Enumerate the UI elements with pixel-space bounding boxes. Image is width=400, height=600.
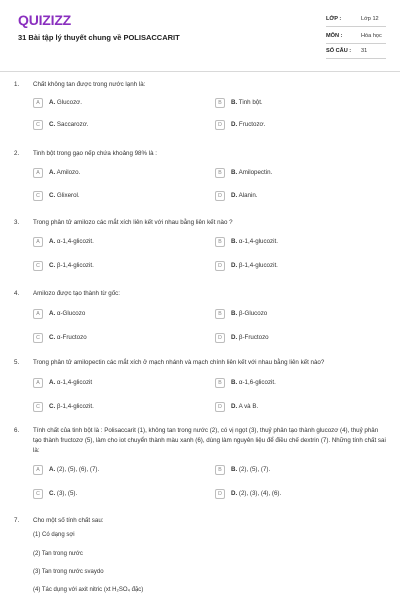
- option-checkbox[interactable]: C: [33, 191, 43, 201]
- answer-option[interactable]: [215, 333, 391, 346]
- answer-option[interactable]: [215, 191, 391, 204]
- option-letter: D.: [231, 262, 238, 269]
- answer-option[interactable]: [33, 191, 209, 204]
- option-text: [231, 169, 272, 176]
- option-checkbox[interactable]: B: [215, 465, 225, 475]
- option-letter: D.: [231, 334, 238, 341]
- answer-option[interactable]: [215, 309, 391, 322]
- answer-option[interactable]: [33, 402, 209, 415]
- quizizz-logo: QUIZIZZ: [18, 12, 72, 28]
- option-checkbox[interactable]: A: [33, 465, 43, 475]
- option-text: [49, 99, 82, 106]
- option-label: β-Glucozo: [238, 310, 268, 317]
- answer-option[interactable]: [33, 489, 209, 502]
- question-text: Tính chất của tinh bột là : Polisaccarit (1), không tan trong nước (2), có vị ngọt (3), thuỷ phân tạo thành glucozơ (4), thuỷ phân tạo thành fructozơ (5), làm cho iot chuyển thành màu xanh (6), dùng làm nguyên liệu để điều chế dextrin (7). Những tính chất sai là:: [33, 427, 386, 454]
- option-label: β-Fructozo: [238, 334, 269, 341]
- question-text: Tinh bột trong gạo nếp chứa khoảng 98% là :: [33, 150, 157, 157]
- option-label: (2), (3), (4), (6).: [238, 490, 282, 497]
- option-text: [49, 403, 94, 410]
- answer-option[interactable]: [215, 489, 391, 502]
- option-label: α-1,4-glucozit.: [238, 238, 278, 245]
- class-value: Lớp 12: [361, 16, 379, 22]
- option-text: [49, 121, 89, 128]
- option-checkbox[interactable]: D: [215, 489, 225, 499]
- divider: [326, 26, 386, 27]
- question-number: 4.: [14, 290, 20, 297]
- option-label: α-Fructozo: [56, 334, 87, 341]
- answer-option[interactable]: [215, 402, 391, 415]
- question-text: Chất không tan được trong nước lạnh là:: [33, 81, 146, 88]
- option-text: [49, 310, 85, 317]
- question-number: 7.: [14, 517, 20, 524]
- option-label: β-1,4-glicozit.: [56, 262, 94, 269]
- option-letter: B.: [231, 169, 238, 176]
- option-letter: A.: [49, 99, 56, 106]
- option-text: [49, 379, 92, 386]
- option-checkbox[interactable]: B: [215, 98, 225, 108]
- divider: [326, 58, 386, 59]
- property-item: (3) Tan trong nước svaydo: [33, 569, 104, 575]
- option-text: [231, 379, 276, 386]
- question-count-label: SỐ CÂU :: [326, 48, 352, 54]
- answer-option[interactable]: [215, 168, 391, 181]
- option-text: [231, 238, 278, 245]
- option-label: (2), (5), (7).: [238, 466, 271, 473]
- answer-option[interactable]: [215, 261, 391, 274]
- option-text: [231, 403, 258, 410]
- option-letter: B.: [231, 99, 238, 106]
- option-text: [49, 262, 94, 269]
- option-text: [49, 490, 77, 497]
- option-checkbox[interactable]: B: [215, 237, 225, 247]
- option-letter: C.: [49, 334, 56, 341]
- question-text: Trong phân tử amilopectin các mắt xích ở mạch nhánh và mạch chính liên kết với nhau bằng liên kết nào?: [33, 359, 325, 366]
- option-text: [49, 466, 99, 473]
- option-text: [231, 466, 270, 473]
- question-number: 1.: [14, 81, 20, 88]
- question-number: 5.: [14, 359, 20, 366]
- option-text: [49, 334, 87, 341]
- property-item: (4) Tác dụng với axit nitric (xt H₂SO₄ đặc): [33, 587, 144, 593]
- option-letter: B.: [231, 238, 238, 245]
- answer-option[interactable]: [33, 261, 209, 274]
- option-label: A và B.: [238, 403, 259, 410]
- option-letter: B.: [231, 466, 238, 473]
- answer-option[interactable]: [33, 378, 209, 391]
- option-letter: D.: [231, 403, 238, 410]
- option-label: α-1,6-glicozit.: [238, 379, 276, 386]
- option-label: Tinh bột.: [238, 99, 263, 106]
- option-letter: C.: [49, 403, 56, 410]
- option-text: [231, 490, 281, 497]
- option-text: [231, 334, 269, 341]
- option-letter: A.: [49, 238, 56, 245]
- option-letter: D.: [231, 192, 238, 199]
- option-checkbox[interactable]: B: [215, 378, 225, 388]
- question-text: Trong phân tử amilozo các mắt xích liên kết với nhau bằng liên kết nào ?: [33, 219, 233, 226]
- option-label: α-1,4-glicozit.: [56, 238, 94, 245]
- option-checkbox[interactable]: C: [33, 489, 43, 499]
- option-checkbox[interactable]: D: [215, 261, 225, 271]
- option-text: [231, 121, 265, 128]
- option-text: [49, 169, 80, 176]
- option-checkbox[interactable]: A: [33, 98, 43, 108]
- answer-option[interactable]: [33, 120, 209, 133]
- worksheet-header: [0, 0, 400, 72]
- option-letter: B.: [231, 379, 238, 386]
- option-label: Glixerol.: [56, 192, 80, 199]
- option-label: β-1,4-glucozit.: [238, 262, 278, 269]
- option-checkbox[interactable]: D: [215, 191, 225, 201]
- option-letter: C.: [49, 192, 56, 199]
- option-checkbox[interactable]: D: [215, 120, 225, 130]
- option-label: (3), (5).: [56, 490, 78, 497]
- option-label: Amilozo.: [56, 169, 81, 176]
- answer-option[interactable]: [33, 98, 209, 111]
- option-label: Glucozơ.: [56, 99, 82, 106]
- subject-label: MÔN :: [326, 33, 343, 39]
- question-text: Amilozo được tạo thành từ gốc:: [33, 290, 120, 297]
- answer-option[interactable]: [33, 333, 209, 346]
- answer-option[interactable]: [33, 309, 209, 322]
- option-checkbox[interactable]: A: [33, 168, 43, 178]
- option-checkbox[interactable]: C: [33, 261, 43, 271]
- option-label: Alanin.: [238, 192, 258, 199]
- option-letter: A.: [49, 379, 56, 386]
- option-text: [231, 192, 258, 199]
- option-checkbox[interactable]: A: [33, 378, 43, 388]
- subject-value: Hóa học: [361, 33, 382, 39]
- option-letter: A.: [49, 310, 56, 317]
- option-letter: A.: [49, 169, 56, 176]
- option-text: [231, 99, 263, 106]
- option-label: Amilopectin.: [238, 169, 273, 176]
- class-label: LỚP :: [326, 16, 342, 22]
- question-count-value: 31: [361, 48, 368, 54]
- option-label: α-Glucozo: [56, 310, 86, 317]
- option-checkbox[interactable]: C: [33, 120, 43, 130]
- option-letter: D.: [231, 121, 238, 128]
- answer-option[interactable]: [215, 237, 391, 250]
- option-letter: D.: [231, 490, 238, 497]
- option-letter: C.: [49, 490, 56, 497]
- divider: [326, 43, 386, 44]
- option-label: Saccarozơ.: [56, 121, 89, 128]
- option-checkbox[interactable]: B: [215, 168, 225, 178]
- question-number: 3.: [14, 219, 20, 226]
- option-checkbox[interactable]: A: [33, 237, 43, 247]
- answer-option[interactable]: [215, 120, 391, 133]
- option-letter: C.: [49, 262, 56, 269]
- question-number: 6.: [14, 427, 20, 434]
- option-label: Fructozơ.: [238, 121, 266, 128]
- option-label: (2), (5), (6), (7).: [56, 466, 100, 473]
- option-text: [49, 192, 80, 199]
- property-item: (1) Có dạng sợi: [33, 532, 75, 538]
- option-checkbox[interactable]: A: [33, 309, 43, 319]
- answer-option[interactable]: [215, 98, 391, 111]
- option-label: α-1,4-glicozit: [56, 379, 93, 386]
- option-checkbox[interactable]: C: [33, 333, 43, 343]
- question-number: 2.: [14, 150, 20, 157]
- option-text: [49, 238, 94, 245]
- answer-option[interactable]: [215, 465, 391, 478]
- option-checkbox[interactable]: B: [215, 309, 225, 319]
- option-letter: C.: [49, 121, 56, 128]
- answer-option[interactable]: [33, 168, 209, 181]
- option-text: [231, 262, 278, 269]
- option-checkbox[interactable]: D: [215, 333, 225, 343]
- option-checkbox[interactable]: C: [33, 402, 43, 412]
- option-text: [231, 310, 267, 317]
- option-checkbox[interactable]: D: [215, 402, 225, 412]
- worksheet-title: 31 Bài tập lý thuyết chung về POLISACCARIT: [18, 33, 180, 42]
- property-item: (2) Tan trong nước: [33, 551, 83, 557]
- option-letter: A.: [49, 466, 56, 473]
- answer-option[interactable]: [33, 465, 209, 478]
- option-label: β-1,4-glicozit.: [56, 403, 94, 410]
- option-letter: B.: [231, 310, 238, 317]
- answer-option[interactable]: [33, 237, 209, 250]
- question-text: Cho một số tính chất sau:: [33, 517, 104, 524]
- answer-option[interactable]: [215, 378, 391, 391]
